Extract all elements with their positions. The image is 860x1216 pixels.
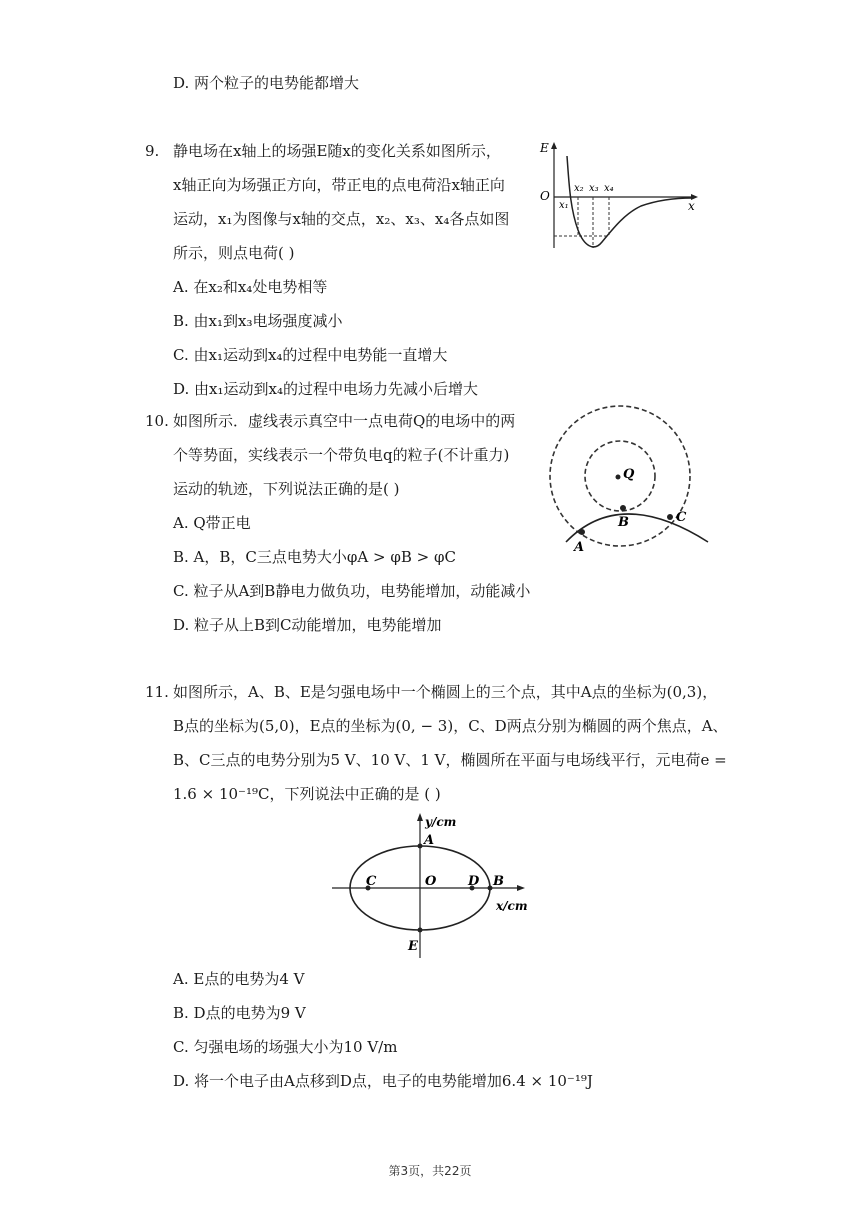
q9-number: 9. (145, 142, 160, 160)
q10-q-label: Q (623, 467, 635, 482)
q11-d-label: D (468, 874, 480, 889)
q11-option-c: C. 匀强电场的场强大小为10 V/m (173, 1038, 398, 1056)
q10-point-c (667, 514, 673, 520)
q11-option-b: B. D点的电势为9 V (173, 1004, 306, 1022)
q11-a-label: A (424, 833, 435, 848)
q10-a-label: A (574, 540, 585, 555)
q11-origin-label: O (425, 874, 437, 889)
q11-point-b (488, 886, 493, 891)
q11-option-a: A. E点的电势为4 V (173, 970, 305, 988)
q10-stem-line-3: 运动的轨迹，下列说法正确的是( ) (173, 480, 400, 498)
q9-stem-line-1: 静电场在x轴上的场强E随x的变化关系如图所示， (173, 142, 501, 160)
q11-x-axis-arrow (517, 885, 525, 891)
q9-stem-line-2: x轴正向为场强正方向，带正电的点电荷沿x轴正向 (173, 176, 505, 194)
q11-stem-line-4: 1.6 × 10⁻¹⁹C，下列说法中正确的是 ( ) (173, 785, 441, 803)
q9-option-b: B. 由x₁到x₃电场强度减小 (173, 312, 343, 330)
q10-stem-line-2: 个等势面，实线表示一个带负电q的粒子(不计重力) (173, 446, 510, 464)
q11-stem-line-2: B点的坐标为(5,0)，E点的坐标为(0, − 3)，C、D两点分别为椭圆的两个焦点，A、 (173, 717, 728, 735)
q9-e-x-graph (536, 138, 702, 258)
q11-ellipse-figure (330, 810, 530, 962)
q9-x2-label: x₂ (574, 183, 584, 194)
q10-number: 10. (145, 412, 169, 430)
q11-point-e (418, 928, 423, 933)
q10-option-a: A. Q带正电 (173, 514, 251, 532)
q10-equipotential-figure (544, 400, 716, 558)
q11-e-label: E (408, 939, 418, 954)
q10-stem-line-1: 如图所示．虚线表示真空中一点电荷Q的电场中的两 (173, 412, 516, 430)
q9-y-label: E (540, 141, 549, 155)
q10-point-a (579, 529, 585, 535)
q11-stem-line-1: 如图所示，A、B、E是匀强电场中一个椭圆上的三个点，其中A点的坐标为(0,3)， (173, 683, 718, 701)
page-footer: 第3页，共22页 (388, 1164, 472, 1178)
q8-option-d: D. 两个粒子的电势能都增大 (173, 74, 360, 92)
q9-option-a: A. 在x₂和x₄处电势相等 (173, 278, 328, 296)
q9-stem-line-3: 运动，x₁为图像与x轴的交点，x₂、x₃、x₄各点如图 (173, 210, 510, 228)
q11-y-axis-arrow (417, 813, 423, 821)
q10-option-d: D. 粒子从上B到C动能增加，电势能增加 (173, 616, 442, 634)
q11-x-label: x/cm (496, 899, 528, 913)
q9-x-label: x (688, 199, 695, 213)
q9-x4-label: x₄ (604, 183, 614, 194)
q10-b-label: B (618, 515, 629, 530)
q11-b-label: B (493, 874, 504, 889)
q9-x3-label: x₃ (589, 183, 599, 194)
q11-y-label: y/cm (425, 815, 457, 829)
q10-c-label: C (676, 510, 687, 525)
q11-number: 11. (145, 683, 169, 701)
q9-option-c: C. 由x₁运动到x₄的过程中电势能一直增大 (173, 346, 448, 364)
q9-option-d: D. 由x₁运动到x₄的过程中电场力先减小后增大 (173, 380, 478, 398)
q10-option-b: B. A，B，C三点电势大小φA > φB > φC (173, 548, 456, 566)
q10-charge-q-point (616, 475, 621, 480)
q9-y-axis-arrow (551, 142, 557, 149)
q11-point-a (418, 844, 423, 849)
q11-option-d: D. 将一个电子由A点移到D点，电子的电势能增加6.4 × 10⁻¹⁹J (173, 1072, 593, 1090)
q11-c-label: C (366, 874, 377, 889)
q9-stem-line-4: 所示，则点电荷( ) (173, 244, 295, 262)
q9-field-curve (567, 156, 692, 247)
q10-option-c: C. 粒子从A到B静电力做负功，电势能增加，动能减小 (173, 582, 531, 600)
q9-origin-label: O (540, 189, 550, 203)
q11-stem-line-3: B、C三点的电势分别为5 V、10 V、1 V，椭圆所在平面与电场线平行，元电荷e = (173, 751, 727, 769)
q9-x1-label: x₁ (559, 200, 569, 211)
q10-trajectory (566, 514, 708, 542)
q10-point-b (620, 505, 626, 511)
